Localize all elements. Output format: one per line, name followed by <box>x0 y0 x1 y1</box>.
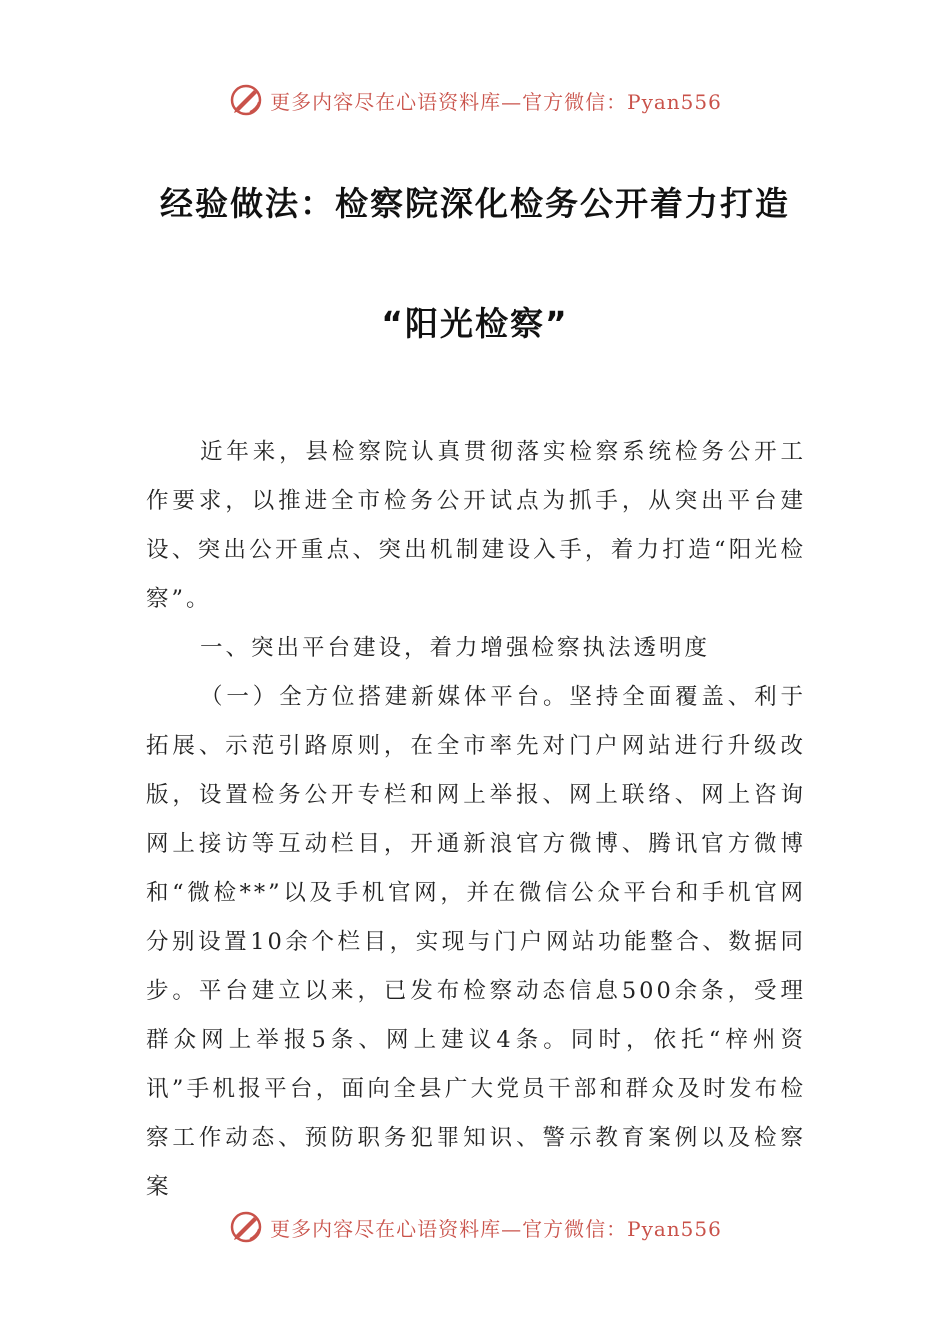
watermark-header <box>0 80 950 120</box>
watermark-footer <box>0 1207 950 1247</box>
pen-circle-logo-icon <box>228 1209 264 1245</box>
watermark-text: 更多内容尽在心语资料库—官方微信：Pyan556 <box>270 89 722 114</box>
document-title-line-2: “阳光检察” <box>381 304 569 343</box>
document-title-line-1: 经验做法：检察院深化检务公开着力打造 <box>160 184 790 223</box>
paragraph-intro: 近年来，县检察院认真贯彻落实检察系统检务公开工作要求，以推进全市检务公开试点为抓手，从突出平台建设、突出公开重点、突出机制建设入手，着力打造“阳光检察”。 <box>146 439 806 612</box>
watermark-text: 更多内容尽在心语资料库—官方微信：Pyan556 <box>270 1216 722 1241</box>
pen-circle-logo-icon <box>228 82 264 118</box>
paragraph-section-1-1: （一）全方位搭建新媒体平台。坚持全面覆盖、利于拓展、示范引路原则，在全市率先对门户网站进行升级改版，设置检务公开专栏和网上举报、网上联络、网上咨询网上接访等互动栏目，开通新浪官方微博、腾讯官方微博和“微检**”以及手机官网，并在微信公众平台和手机官网分别设置10余个栏目，实现与门户网站功能整合、数据同步。平台建立以来，已发布检察动态信息500余条，受理群众网上举报5条、网上建议4条。同时，依托“梓州资讯”手机报平台，面向全县广大党员干部和群众及时发布检察工作动态、预防职务犯罪知识、警示教育案例以及检察案 <box>146 684 806 1200</box>
section-heading-1: 一、突出平台建设，着力增强检察执法透明度 <box>200 635 711 661</box>
document-body <box>146 428 806 1212</box>
